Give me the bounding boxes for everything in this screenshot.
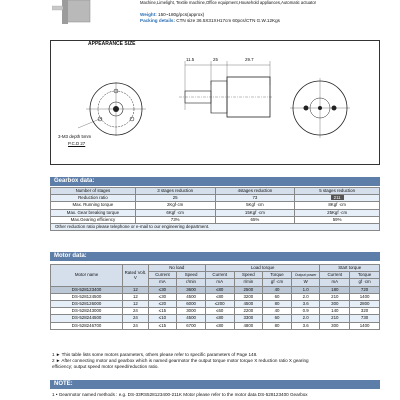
motor-header-row-1 xyxy=(51,265,380,272)
cell: 300 xyxy=(320,301,350,308)
gearbox-head-stages: Number of stages xyxy=(51,188,136,195)
cell: 6Kgf ·cm xyxy=(135,209,215,216)
gearbox-header-row xyxy=(51,188,380,195)
dim-pcd: P.C.D 27 xyxy=(68,141,86,146)
motor-head-name: Motor name xyxy=(51,265,123,287)
gearbox-head-4: 4stages reduction xyxy=(215,188,295,195)
cell: 25Kgf ·cm xyxy=(295,209,380,216)
weight-value: 150~180g/pcs(approx) xyxy=(158,12,205,17)
packing-line xyxy=(140,18,280,23)
cell: 2200 xyxy=(234,308,263,315)
application-text: Machine,Limelight, Textile machine,Office equipment,Household appliances,Automatic actuator xyxy=(140,0,317,5)
motor-name-cell: DS-528124500 xyxy=(51,293,123,300)
cell: 4500 xyxy=(177,293,206,300)
cell: 3600 xyxy=(177,286,206,293)
cell: 25 xyxy=(135,195,215,202)
table-row xyxy=(51,293,380,300)
cell: 2.0 xyxy=(291,315,320,322)
motor-note-3: efficiency; output speed motor speed/reduction ratio. xyxy=(52,364,159,369)
cell: 24 xyxy=(123,308,148,315)
gearbox-section-title: Gearbox data: xyxy=(50,177,380,186)
cell: 73 xyxy=(215,195,295,202)
cell xyxy=(295,195,380,202)
cell: 65% xyxy=(215,216,295,223)
cell: 24 xyxy=(123,315,148,322)
table-row xyxy=(51,216,380,223)
cell: 2.0 xyxy=(291,293,320,300)
cell: 80 xyxy=(263,301,292,308)
cell: 3.6 xyxy=(291,322,320,329)
motor-note-1: 1 ► This table lists some motors parameters, others please refer to specific parameters of Page 148. xyxy=(52,352,258,357)
packing-label: Packing details: xyxy=(140,18,175,23)
cell: 320 xyxy=(350,308,380,315)
weight-line xyxy=(140,12,204,17)
sub-head: Torque xyxy=(263,272,292,279)
unit: r/min xyxy=(177,279,206,286)
table-row xyxy=(51,202,380,209)
highlighted-ratio: 211 xyxy=(331,195,344,200)
cell: 730 xyxy=(350,315,380,322)
sub-head: Output power xyxy=(291,272,320,279)
sub-head: Torque xyxy=(350,272,380,279)
sub-head: Speed xyxy=(234,272,263,279)
motor-name-cell: DS-528243000 xyxy=(51,308,123,315)
motor-head-load: Load torque xyxy=(205,265,320,272)
gearbox-head-5: 5 stages reduction xyxy=(295,188,380,195)
unit: r/min xyxy=(234,279,263,286)
table-row xyxy=(51,286,380,293)
cell: 6000 xyxy=(177,301,206,308)
cell: ≤15 xyxy=(148,322,177,329)
cell: ≤20 xyxy=(148,301,177,308)
cell: 15Kgf ·cm xyxy=(215,209,295,216)
motor-name-cell: DS-528126000 xyxy=(51,301,123,308)
appearance-title: APPEARANCE SIZE xyxy=(88,41,136,47)
unit: gf ·cm xyxy=(263,279,292,286)
cell: 12 xyxy=(123,286,148,293)
cell: Max. Running torque xyxy=(51,202,136,209)
table-row xyxy=(51,301,380,308)
cell: 60 xyxy=(263,293,292,300)
unit: mA xyxy=(320,279,350,286)
cell: 3200 xyxy=(234,293,263,300)
cell: 140 xyxy=(320,308,350,315)
cell: ≤60 xyxy=(205,308,234,315)
unit: gf ·cm xyxy=(350,279,380,286)
table-row xyxy=(51,322,380,329)
weight-label: Weight: xyxy=(140,12,157,17)
cell: 3000 xyxy=(177,308,206,315)
gearbox-note: Other reduction ratio please telephone or e-mail to our engineering department. xyxy=(51,224,380,231)
unit: mA xyxy=(148,279,177,286)
dim-motor: 29.7 xyxy=(245,57,254,62)
cell: ≤80 xyxy=(205,286,234,293)
cell: 1400 xyxy=(350,322,380,329)
motor-head-rated: Rated Volt. V xyxy=(123,265,148,287)
note-section-title: NOTE: xyxy=(50,380,380,389)
cell: 12 xyxy=(123,293,148,300)
sub-head: Current xyxy=(148,272,177,279)
cell: 4800 xyxy=(234,322,263,329)
cell: 3.6 xyxy=(291,301,320,308)
note-line: 1 • Gearmotor named methods : e.g. DS-33RS528123400-211K Motor please refer to the motor data DS-528123400 Gearbox xyxy=(52,392,308,397)
dim-mounting-holes: 3-M3 depth 5mm xyxy=(58,134,92,139)
sub-head: Speed xyxy=(177,272,206,279)
motor-photo xyxy=(52,0,92,26)
cell: 2Kgf·cm xyxy=(135,202,215,209)
cell: Max.Gearing efficiency xyxy=(51,216,136,223)
motor-head-start: Start torque xyxy=(320,265,380,272)
cell: 2500 xyxy=(234,286,263,293)
cell: 300 xyxy=(320,322,350,329)
table-row xyxy=(51,315,380,322)
sub-head: Current xyxy=(205,272,234,279)
cell: ≤30 xyxy=(148,286,177,293)
motor-note-2: 2 ► After connecting motor and gearbox which is named gearmotor the output torque motor torque X reduction ratio X gearing xyxy=(52,358,309,363)
cell: 73% xyxy=(135,216,215,223)
motor-name-cell: DS-528246700 xyxy=(51,322,123,329)
cell: 40 xyxy=(263,286,292,293)
cell: 12 xyxy=(123,301,148,308)
cell: 180 xyxy=(320,286,350,293)
motor-rows xyxy=(51,286,380,329)
cell: 6700 xyxy=(177,322,206,329)
table-row xyxy=(51,209,380,216)
gearbox-note-row xyxy=(51,224,380,231)
packing-value: CTN size 36.5X31XH17cm 60pcs/CTN G.W.12Kgs xyxy=(176,18,280,23)
cell: ≤80 xyxy=(205,322,234,329)
cell: Max. Gear breaking torque xyxy=(51,209,136,216)
cell: ≤10 xyxy=(148,315,177,322)
motor-head-noload: No load xyxy=(148,265,205,272)
cell: 3300 xyxy=(234,315,263,322)
cell: ≤30 xyxy=(148,293,177,300)
cell: 60 xyxy=(263,315,292,322)
cell: 0.9 xyxy=(291,308,320,315)
cell: 24 xyxy=(123,322,148,329)
dim-gearbox: 25 xyxy=(213,57,218,62)
sub-head: Current xyxy=(320,272,350,279)
gearbox-head-3: 3 stages reduction xyxy=(135,188,215,195)
motor-section-title: Motor data: xyxy=(50,252,380,261)
front-view-drawing xyxy=(58,82,168,162)
cell: 2800 xyxy=(350,301,380,308)
cell: 80 xyxy=(263,322,292,329)
cell: 4500 xyxy=(177,315,206,322)
cell: 40 xyxy=(263,308,292,315)
cell: 5Kgf ·cm xyxy=(215,202,295,209)
cell: 1.0 xyxy=(291,286,320,293)
cell: Reduction ratio xyxy=(51,195,136,202)
unit: W xyxy=(291,279,320,286)
cell: ≤80 xyxy=(205,293,234,300)
table-row xyxy=(51,195,380,202)
motor-name-cell: DS-528123400 xyxy=(51,286,123,293)
cell: 8Kgf ·cm xyxy=(295,202,380,209)
cell: 1400 xyxy=(350,293,380,300)
cell: 59% xyxy=(295,216,380,223)
end-view-drawing xyxy=(290,78,350,138)
cell: 210 xyxy=(320,315,350,322)
cell: ≤15 xyxy=(148,308,177,315)
side-view-drawing xyxy=(175,55,275,155)
cell: ≤200 xyxy=(205,301,234,308)
gearbox-table xyxy=(50,187,380,231)
cell: 4500 xyxy=(234,301,263,308)
cell: 210 xyxy=(320,293,350,300)
dim-shaft: 11.5 xyxy=(186,57,195,62)
cell: 720 xyxy=(350,286,380,293)
cell: ≤80 xyxy=(205,315,234,322)
motor-name-cell: DS-528244500 xyxy=(51,315,123,322)
motor-table xyxy=(50,264,380,330)
unit: mA xyxy=(205,279,234,286)
table-row xyxy=(51,308,380,315)
